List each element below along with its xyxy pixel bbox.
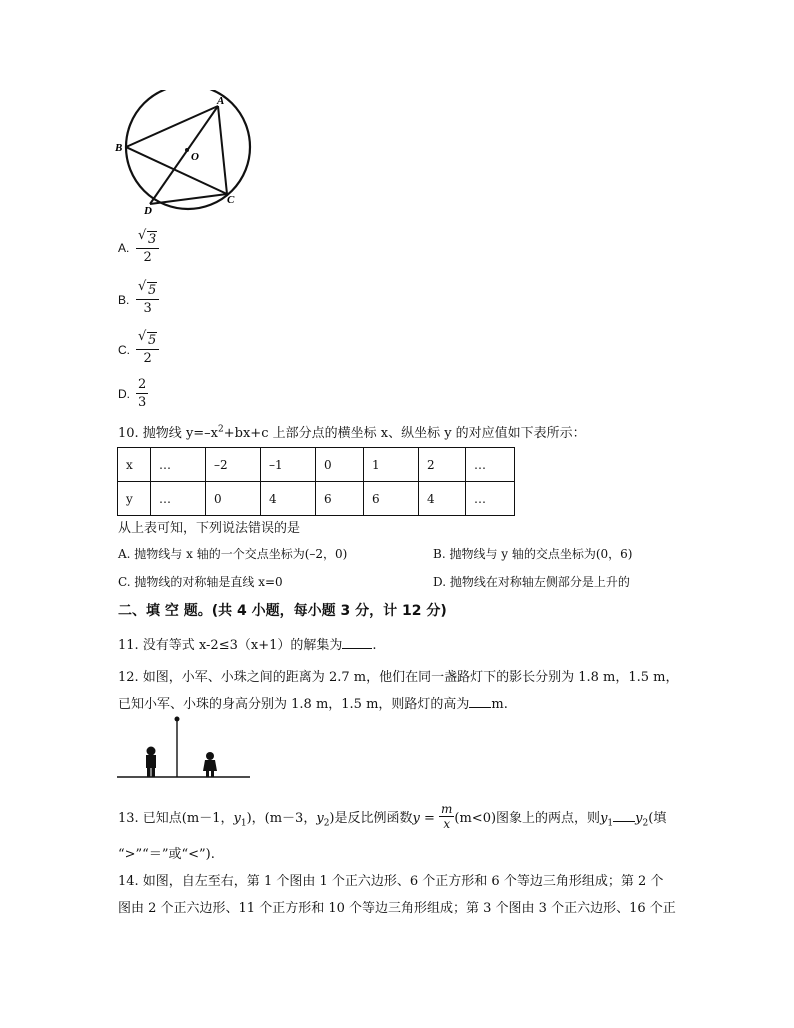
q10-option-c[interactable]: C. 抛物线的对称轴是直线 x=0	[118, 575, 283, 589]
q10-stem: 10. 抛物线 $y=-x^2+bx+c$ 上部分点的横坐标 x、纵坐标 y 的对应值如下表所示：	[118, 424, 586, 441]
table-cell: …	[466, 448, 515, 482]
q11-text: 11. 没有等式 x-2≤3（x+1）的解集为 .	[118, 638, 377, 653]
table-cell: …	[151, 448, 206, 482]
table-cell: …	[466, 482, 515, 516]
section-2-heading: 二、填 空 题。(共 4 小题，每小题 3 分，计 12 分)	[118, 603, 447, 619]
q10-value-table	[117, 447, 515, 516]
q14-line-2: 图由 2 个正六边形、11 个正方形和 10 个等边三角形组成；第 3 个图由 3 个正六边形、16 个正	[118, 901, 676, 916]
table-cell: 0	[316, 448, 364, 482]
q12-line-1: 12. 如图，小军、小珠之间的距离为 2.7 m，他们在同一盏路灯下的影长分别为 1.8 m，1.5 m，	[118, 670, 679, 685]
option-b-radicand: 5	[148, 283, 157, 298]
q13-fraction: $\frac{m}{x}$	[441, 802, 453, 831]
table-cell: 1	[364, 448, 419, 482]
table-cell: y	[118, 482, 151, 516]
table-cell: 6	[364, 482, 419, 516]
option-c-denominator: 2	[143, 351, 152, 366]
option-b-denominator: 3	[143, 301, 152, 316]
table-cell: 6	[316, 482, 364, 516]
q12-line-2: 已知小军、小珠的身高分别为 1.8 m，1.5 m，则路灯的高为 m.	[118, 697, 508, 712]
option-c-fraction: √ 5 2	[136, 332, 159, 366]
option-a-letter: A.	[118, 241, 130, 255]
q14-line-1: 14. 如图，自左至右，第 1 个图由 1 个正六边形、6 个正方形和 6 个等边三角形组成；第 2 个	[118, 874, 664, 889]
table-cell: –2	[206, 448, 261, 482]
table-row	[118, 482, 515, 516]
option-a-fraction: √ 3 2	[136, 231, 159, 265]
segment-ac	[218, 106, 227, 194]
table-cell: 0	[206, 482, 261, 516]
label-b: B	[115, 142, 123, 154]
table-cell: 4	[419, 482, 466, 516]
option-d-numerator: 2	[138, 377, 147, 392]
option-a-denominator: 2	[143, 250, 152, 265]
option-c-radicand: 5	[148, 333, 157, 348]
table-cell: 4	[261, 482, 316, 516]
option-c-letter: C.	[118, 343, 130, 357]
option-d-denominator: 3	[138, 395, 147, 410]
option-b-letter: B.	[118, 293, 130, 307]
label-c: C	[227, 194, 235, 206]
label-a: A	[217, 95, 225, 107]
person-xiaozhu	[203, 752, 217, 777]
q11-answer-blank[interactable]	[342, 648, 372, 649]
option-b-fraction: √ 5 3	[136, 282, 159, 316]
option-a-radicand: 3	[148, 232, 157, 247]
q12-answer-blank[interactable]	[469, 707, 491, 708]
option-d-letter: D.	[118, 387, 130, 401]
table-row	[118, 448, 515, 482]
option-d-fraction	[136, 377, 148, 410]
table-cell: –1	[261, 448, 316, 482]
label-o: O	[191, 151, 199, 163]
street-lamp-figure	[116, 714, 252, 780]
table-cell: 2	[419, 448, 466, 482]
label-d: D	[144, 205, 152, 217]
table-cell: x	[118, 448, 151, 482]
q10-option-d[interactable]: D. 抛物线在对称轴左侧部分是上升的	[433, 575, 630, 589]
center-point-o	[185, 148, 189, 152]
q13-line-2: “>”“＝”或“<”).	[118, 847, 215, 862]
q10-option-a[interactable]: A. 抛物线与 x 轴的一个交点坐标为(–2，0)	[118, 547, 348, 561]
q10-option-b[interactable]: B. 抛物线与 y 轴的交点坐标为(0，6)	[433, 547, 633, 561]
circle-triangle-figure	[112, 90, 262, 220]
person-xiaojun	[146, 747, 156, 778]
q13-answer-blank[interactable]	[613, 821, 635, 822]
function-y-equals: y =	[412, 811, 435, 826]
lamp-light	[175, 717, 180, 722]
q13-line-1: 13. 已知点(m－1，$y_1$)，(m－3，$y_2$)是反比例函数y = $\frac{m}{x}$ (m<0)图象上的两点，则$y_1$ $y_2$(填	[118, 802, 667, 831]
table-cell: …	[151, 482, 206, 516]
q10-question: 从上表可知，下列说法错误的是	[118, 521, 301, 536]
